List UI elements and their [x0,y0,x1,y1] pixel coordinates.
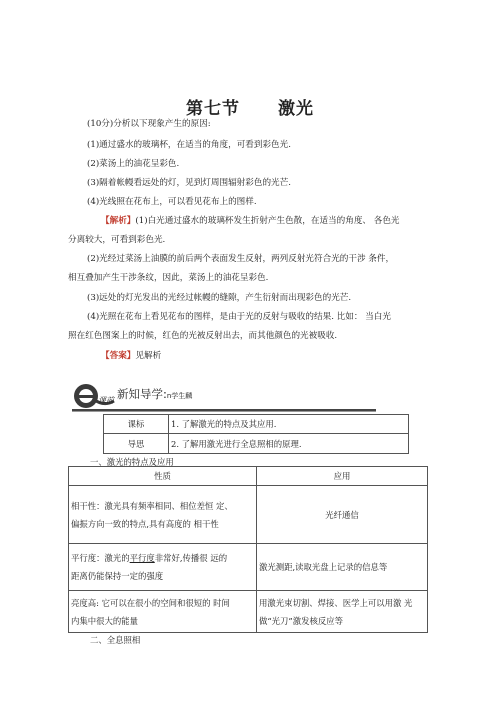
row2-property-line1 [71,552,254,564]
title-part1: 第七节 [186,99,240,119]
row1-property [69,486,257,544]
answer-tag: 【答案】 [101,351,136,361]
row3-application [257,591,428,633]
row2-property [69,544,257,591]
goal-label-2: 导思 [104,434,169,454]
section1-title: 一、激光的特点及应用 [90,457,174,467]
row3-application-line2: 做“光刀”激发核反应等 [259,615,343,626]
section-divider-thin [72,411,376,412]
question-intro: (10分)分析以下现象产生的原因: [87,119,211,129]
analysis-line-5: (3)远处的灯光发出的光经过帐幔的缝隙，产生衍射而出现彩色的光芒. [87,293,352,303]
analysis-line-1 [101,215,400,227]
analysis-text-1: (1)白光通过盛水的玻璃杯发生折射产生色散，在适当的角度、 各色光 [135,216,400,226]
row3-application-line1: 用激光束切割、焊接、医学上可以用激 光 [259,597,413,608]
row2-application: 激光测距,读取光盘上记录的信息等 [257,544,428,591]
page-title [0,94,500,119]
analysis-line-6: (4)光照在花布上看见花布的图样，是由于光的反射与吸收的结果. 比如： 当白光 [87,312,391,322]
row2-prop-post: 非常好,传播很 远的 [154,553,228,563]
section-title-sub: n学生麟 [166,392,193,400]
title-part2: 激光 [278,99,314,119]
row2-property-line2: 距离仍能保持一定的强度 [71,571,164,581]
laser-table [68,466,428,633]
row3-property-line1: 亮度高: 它可以在很小的空间和很短的 时间 [71,597,230,608]
analysis-line-3: (2)光经过菜汤上油膜的前后两个表面发生反射，两列反射光符合光的干涉 条件， [87,254,395,264]
answer-line [101,350,161,362]
row1-property-line2: 偏振方向一致的特点,具有高度的 相干性 [71,518,219,529]
row2-prop-pre: 平行度：激光的 [71,553,130,563]
row1-application: 光纤通信 [257,486,428,544]
question-item-3: (3)隔着帐幔看远处的灯，见到灯周围辐射彩色的光芒. [87,178,291,188]
answer-text: 见解析 [135,351,162,361]
svg-text:课前: 课前 [98,396,114,405]
goal-item-2: 2. 了解用激光进行全息照相的原理. [169,434,409,454]
header-property: 性质 [69,467,257,486]
section-title-main: 新知导学: [117,387,167,401]
question-item-1: (1)通过盛水的玻璃杯，在适当的角度，可看到彩色光. [87,140,291,150]
row2-prop-underline: 平行度 [129,553,155,563]
section2-title: 二、全息照相 [90,635,141,645]
row3-property-line2: 内集中很大的能量 [71,615,138,626]
row1-property-line1: 相干性：激光具有频率相同、相位差恒 定、 [71,500,233,511]
goal-item-1: 1. 了解激光的特点及其应用. [169,415,409,434]
goal-label-1: 课标 [104,415,169,434]
goal-table [103,414,409,454]
analysis-tag: 【解析】 [101,216,136,226]
section-logo-icon [72,381,116,411]
row3-property [69,591,257,633]
header-application: 应用 [257,467,428,486]
section-title [117,386,192,402]
analysis-line-2: 分离较大，可看到彩色光. [68,235,166,245]
analysis-line-4: 相互叠加产生干涉条纹，因此，菜汤上的油花呈彩色. [68,273,269,283]
question-item-2: (2)菜汤上的油花呈彩色. [87,159,180,169]
analysis-line-7: 照在红色图案上的时候，红色的光被反射出去，而其他颜色的光被吸收. [68,331,338,341]
question-item-4: (4)光线照在花布上，可以看见花布上的图样. [87,197,257,207]
